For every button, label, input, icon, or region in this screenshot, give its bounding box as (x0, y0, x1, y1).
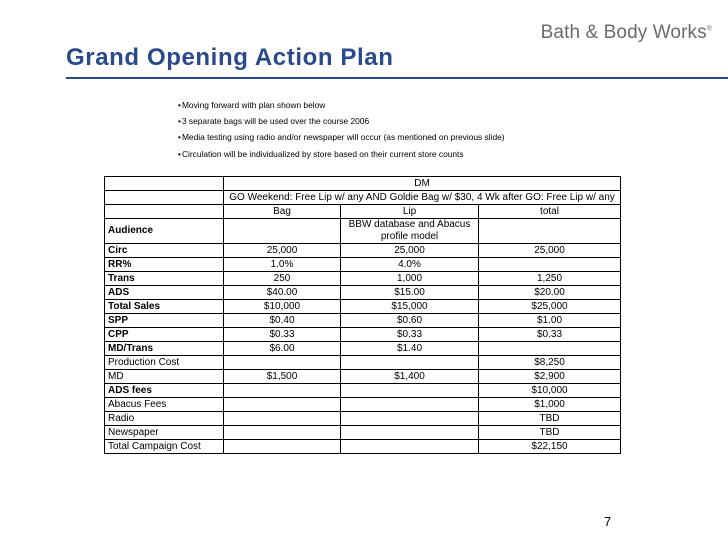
column-header-total: total (479, 205, 621, 219)
bag-value-cell (224, 398, 341, 412)
table-row (105, 356, 621, 370)
total-value-cell: $22,150 (479, 440, 621, 454)
bag-value-cell: $6.00 (224, 342, 341, 356)
row-label-cell: ADS fees (105, 384, 224, 398)
row-label-cell: RR% (105, 258, 224, 272)
bag-value-cell: 25,000 (224, 244, 341, 258)
total-value-cell: $8,250 (479, 356, 621, 370)
bullet-item: • Circulation will be individualized by store based on their current store counts (178, 148, 505, 164)
lip-value-cell: 25,000 (341, 244, 479, 258)
bag-value-cell (224, 440, 341, 454)
bag-value-cell: $40.00 (224, 286, 341, 300)
audience-lip-cell: BBW database and Abacus profile model (341, 219, 479, 244)
offer-blank-cell (105, 191, 224, 205)
bag-value-cell: 250 (224, 272, 341, 286)
lip-value-cell: 1,000 (341, 272, 479, 286)
bag-value-cell: 1.0% (224, 258, 341, 272)
title-underline (66, 77, 728, 79)
lip-value-cell: $0.33 (341, 328, 479, 342)
brand-logo (541, 22, 712, 44)
bullet-list (178, 99, 505, 164)
row-label-cell: Radio (105, 412, 224, 426)
lip-value-cell (341, 412, 479, 426)
lip-value-cell: $1,400 (341, 370, 479, 384)
total-value-cell: 1,250 (479, 272, 621, 286)
table-column-row (105, 205, 621, 219)
row-label-cell: Total Sales (105, 300, 224, 314)
table-row (105, 440, 621, 454)
row-label-cell: CPP (105, 328, 224, 342)
table-row (105, 412, 621, 426)
lip-value-cell: 4.0% (341, 258, 479, 272)
table-offer-row (105, 191, 621, 205)
lip-value-cell: $15,000 (341, 300, 479, 314)
table-row (105, 426, 621, 440)
registered-mark: ® (706, 25, 712, 33)
row-label-cell: MD/Trans (105, 342, 224, 356)
row-label-cell: Circ (105, 244, 224, 258)
row-label-cell: SPP (105, 314, 224, 328)
table-row (105, 342, 621, 356)
column-blank-cell (105, 205, 224, 219)
row-label-cell: Trans (105, 272, 224, 286)
lip-value-cell: $1.40 (341, 342, 479, 356)
bag-value-cell: $0.40 (224, 314, 341, 328)
table-row (105, 244, 621, 258)
lip-value-cell (341, 398, 479, 412)
table-row (105, 314, 621, 328)
row-label-cell: MD (105, 370, 224, 384)
brand-name: Bath & Body Works (540, 22, 707, 43)
bullet-item: • Moving forward with plan shown below (178, 99, 505, 115)
lip-value-cell (341, 384, 479, 398)
table-row (105, 272, 621, 286)
total-value-cell (479, 342, 621, 356)
dm-header-cell: DM (224, 177, 621, 191)
bullet-item: • Media testing using radio and/or newspaper will occur (as mentioned on previous slide) (178, 131, 505, 147)
audience-label: Audience (105, 219, 224, 244)
bag-value-cell (224, 412, 341, 426)
table-audience-row (105, 219, 621, 244)
audience-total-cell (479, 219, 621, 244)
row-label-cell: Newspaper (105, 426, 224, 440)
row-label-cell: ADS (105, 286, 224, 300)
slide-title: Grand Opening Action Plan (66, 44, 394, 71)
lip-value-cell (341, 440, 479, 454)
lip-value-cell: $15.00 (341, 286, 479, 300)
total-value-cell: $2,900 (479, 370, 621, 384)
total-value-cell: $0.33 (479, 328, 621, 342)
total-value-cell: $1,000 (479, 398, 621, 412)
action-plan-table (104, 176, 621, 454)
lip-value-cell (341, 426, 479, 440)
table-row (105, 300, 621, 314)
column-header-lip: Lip (341, 205, 479, 219)
row-label-cell: Total Campaign Cost (105, 440, 224, 454)
table-row (105, 258, 621, 272)
total-value-cell: $20.00 (479, 286, 621, 300)
table-row (105, 384, 621, 398)
total-value-cell: $1.00 (479, 314, 621, 328)
table-row (105, 328, 621, 342)
total-value-cell: TBD (479, 412, 621, 426)
page-number: 7 (604, 514, 612, 529)
bag-value-cell: $1,500 (224, 370, 341, 384)
lip-value-cell (341, 356, 479, 370)
bag-value-cell (224, 426, 341, 440)
bag-value-cell (224, 384, 341, 398)
offer-description-cell: GO Weekend: Free Lip w/ any AND Goldie Bag w/ $30, 4 Wk after GO: Free Lip w/ any (224, 191, 621, 205)
bag-value-cell: $10,000 (224, 300, 341, 314)
bag-value-cell: $0.33 (224, 328, 341, 342)
lip-value-cell: $0.60 (341, 314, 479, 328)
bullet-item: • 3 separate bags will be used over the course 2006 (178, 115, 505, 131)
total-value-cell: TBD (479, 426, 621, 440)
total-value-cell (479, 258, 621, 272)
table-row (105, 398, 621, 412)
bag-value-cell (224, 356, 341, 370)
total-value-cell: $25,000 (479, 300, 621, 314)
total-value-cell: $10,000 (479, 384, 621, 398)
header-blank-cell (105, 177, 224, 191)
row-label-cell: Production Cost (105, 356, 224, 370)
table-row (105, 370, 621, 384)
column-header-bag: Bag (224, 205, 341, 219)
table-header-row (105, 177, 621, 191)
audience-bag-cell (224, 219, 341, 244)
table-row (105, 286, 621, 300)
total-value-cell: 25,000 (479, 244, 621, 258)
row-label-cell: Abacus Fees (105, 398, 224, 412)
